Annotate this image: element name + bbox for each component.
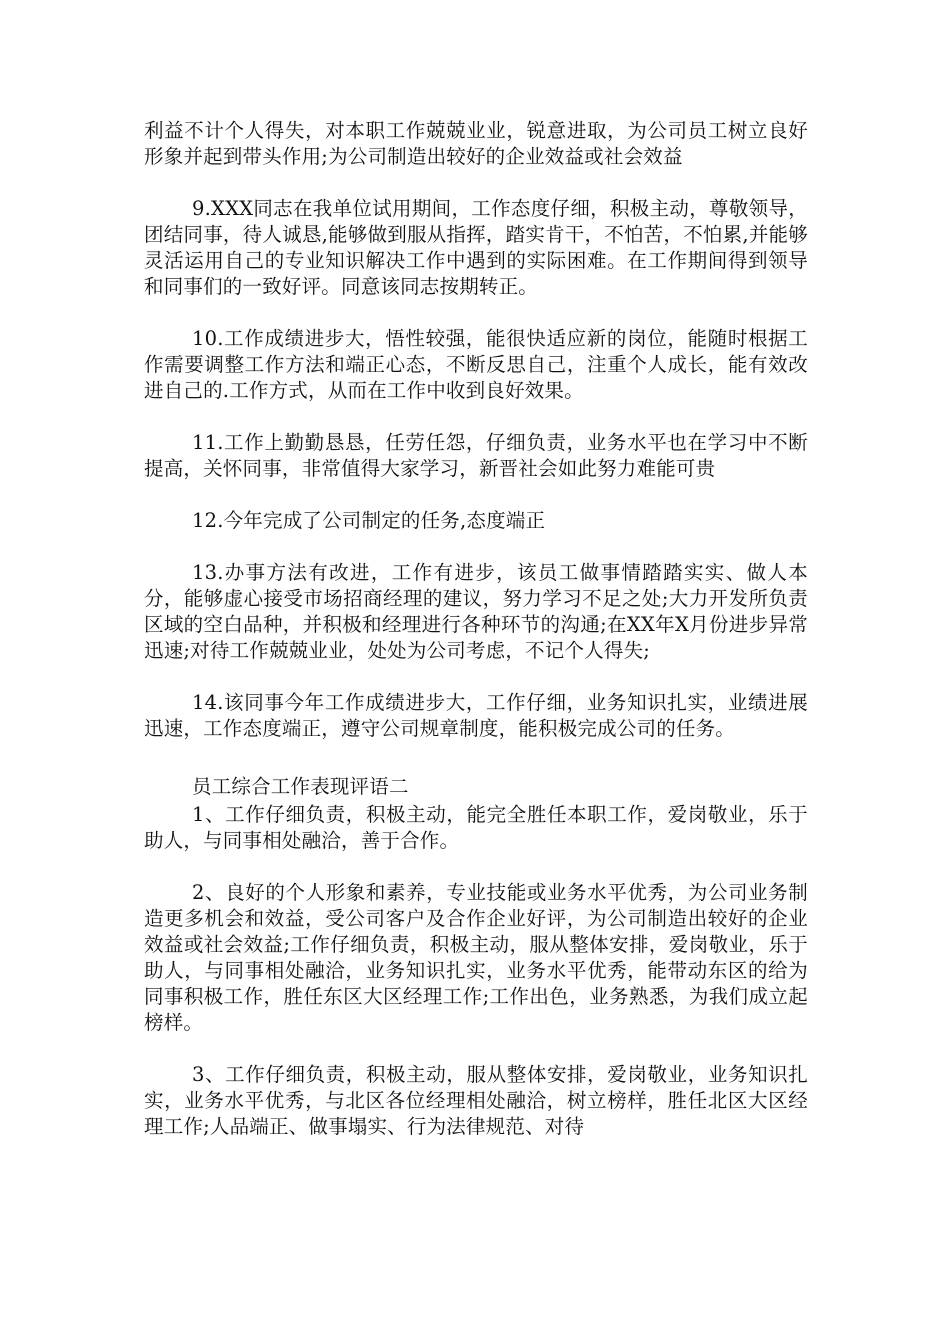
paragraph-item-12: 12.今年完成了公司制定的任务,态度端正 <box>192 509 546 532</box>
section-heading: 员工综合工作表现评语二 <box>192 775 409 798</box>
paragraph-item-11: 11.工作上勤勤恳恳，任劳任怨，仔细负责，业务水平也在学习中不断提高，关怀同事，非常值得大家学习，新晋社会如此努力难能可贵 <box>144 431 808 480</box>
paragraph-item-9: 9.XXX同志在我单位试用期间，工作态度仔细，积极主动，尊敬领导，团结同事，待人诚恳,能够做到服从指挥，踏实肯干，不怕苦，不怕累,并能够灵活运用自己的专业知识解决工作中遇到的实际困难。在工作期间得到领导和同事们的一致好评。同意该同志按期转正。 <box>144 197 808 298</box>
paragraph-continuation: 利益不计个人得失，对本职工作兢兢业业，锐意进取，为公司员工树立良好形象并起到带头作用;为公司制造出较好的企业效益或社会效益 <box>144 119 808 168</box>
paragraph-item-14: 14.该同事今年工作成绩进步大，工作仔细，业务知识扎实，业绩进展迅速，工作态度端正，遵守公司规章制度，能积极完成公司的任务。 <box>144 691 808 740</box>
paragraph-review-1: 1、工作仔细负责，积极主动，能完全胜任本职工作，爱岗敬业，乐于助人，与同事相处融洽，善于合作。 <box>144 803 808 852</box>
paragraph-review-3: 3、工作仔细负责，积极主动，服从整体安排，爱岗敬业，业务知识扎实，业务水平优秀，与北区各位经理相处融洽，树立榜样，胜任北区大区经理工作;人品端正、做事塌实、行为法律规范、对待 <box>144 1063 808 1138</box>
paragraph-item-10: 10.工作成绩进步大，悟性较强，能很快适应新的岗位，能随时根据工作需要调整工作方法和端正心态，不断反思自己，注重个人成长，能有效改进自己的.工作方式，从而在工作中收到良好效果。 <box>144 327 808 402</box>
paragraph-item-13: 13.办事方法有改进，工作有进步，该员工做事情踏踏实实、做人本分，能够虚心接受市场招商经理的建议，努力学习不足之处;大力开发所负责区域的空白品种，并积极和经理进行各种环节的沟通;在XX年X月份进步异常迅速;对待工作兢兢业业，处处为公司考虑，不记个人得失; <box>144 561 808 662</box>
paragraph-review-2: 2、良好的个人形象和素养，专业技能或业务水平优秀，为公司业务制造更多机会和效益，受公司客户及合作企业好评，为公司制造出较好的企业效益或社会效益;工作仔细负责，积极主动，服从整体安排，爱岗敬业，乐于助人，与同事相处融洽，业务知识扎实，业务水平优秀，能带动东区的给为同事积极工作，胜任东区大区经理工作;工作出色，业务熟悉，为我们成立起榜样。 <box>144 881 808 1034</box>
document-body <box>144 118 808 1140</box>
